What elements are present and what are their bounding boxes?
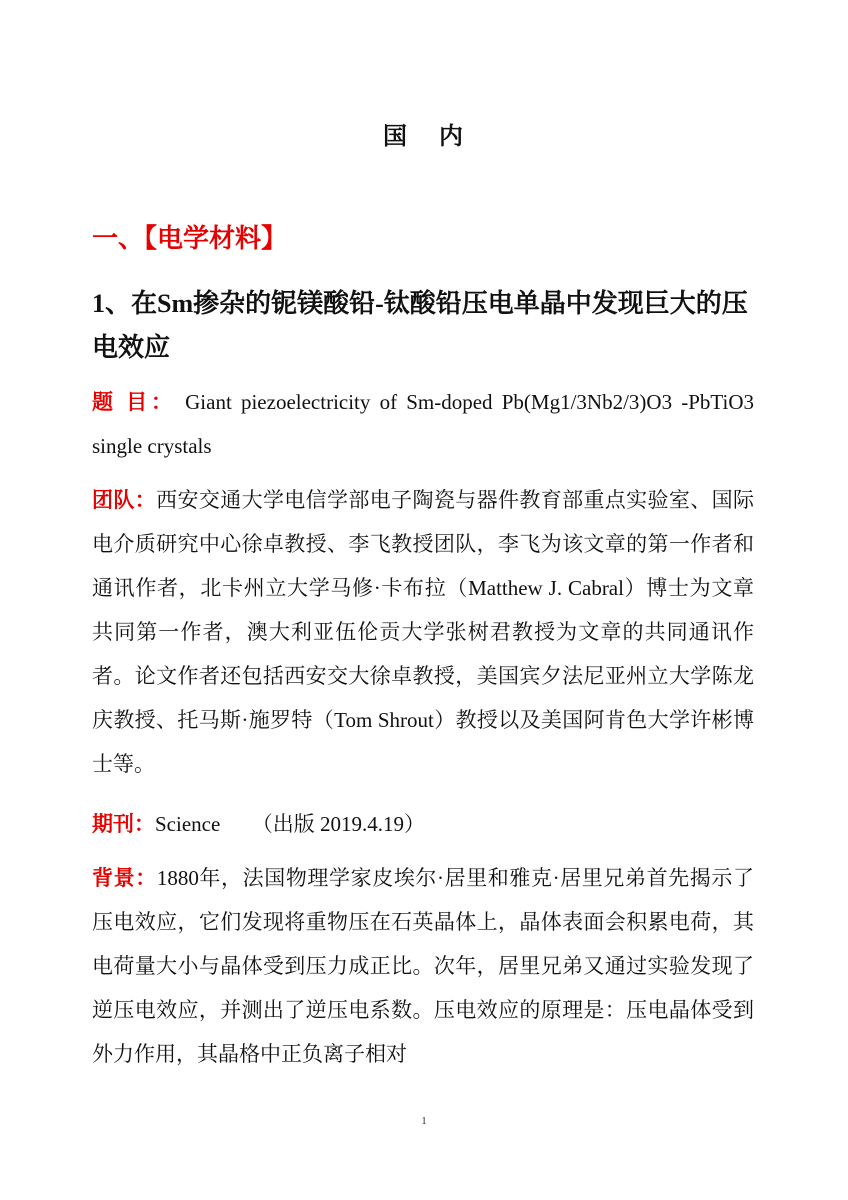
article-title: 1、在Sm掺杂的铌镁酸铅-钛酸铅压电单晶中发现巨大的压电效应 [92,289,748,362]
section-heading [92,218,287,255]
page-heading-part2: 内 [439,124,465,150]
page-heading [0,116,848,151]
journal-label: 期刊： [92,812,155,836]
paper-title-paragraph [92,380,754,468]
background-paragraph [92,856,754,1076]
section-title: 【电学材料】 [144,224,288,253]
team-text: 西安交通大学电信学部电子陶瓷与器件教育部重点实验室、国际电介质研究中心徐卓教授、李飞教授团队，李飞为该文章的第一作者和通讯作者，北卡州立大学马修·卡布拉（Matthew J. Cabral）博士为文章共同第一作者，澳大利亚伍伦贡大学张树君教授为文章的共同通讯作者。论文作者还包括西安交大徐卓教授，美国宾夕法尼亚州立大学陈龙庆教授、托马斯·施罗特（Tom Shrout）教授以及美国阿肯色大学许彬博士等。 [92,488,755,776]
journal-name: Science [155,812,221,836]
page-heading-part1: 国 [383,124,409,150]
background-label: 背景： [92,866,157,890]
page-number: 1 [421,1115,427,1127]
journal-date: （出版 2019.4.19） [251,812,426,836]
team-paragraph [92,478,754,786]
paper-title-text: Giant piezoelectricity of Sm-doped Pb(Mg1/3Nb2/3)O3 -PbTiO3 single crystals [92,390,755,458]
team-label: 团队： [92,488,157,512]
journal-paragraph [92,802,754,846]
title-label: 题 目： [92,390,176,414]
section-number: 一、 [92,224,145,253]
background-text: 1880年，法国物理学家皮埃尔·居里和雅克·居里兄弟首先揭示了压电效应，它们发现将重物压在石英晶体上，晶体表面会积累电荷，其电荷量大小与晶体受到压力成正比。次年，居里兄弟又通过实验发现了逆压电效应，并测出了逆压电系数。压电效应的原理是：压电晶体受到外力作用，其晶格中正负离子相对 [92,866,755,1066]
